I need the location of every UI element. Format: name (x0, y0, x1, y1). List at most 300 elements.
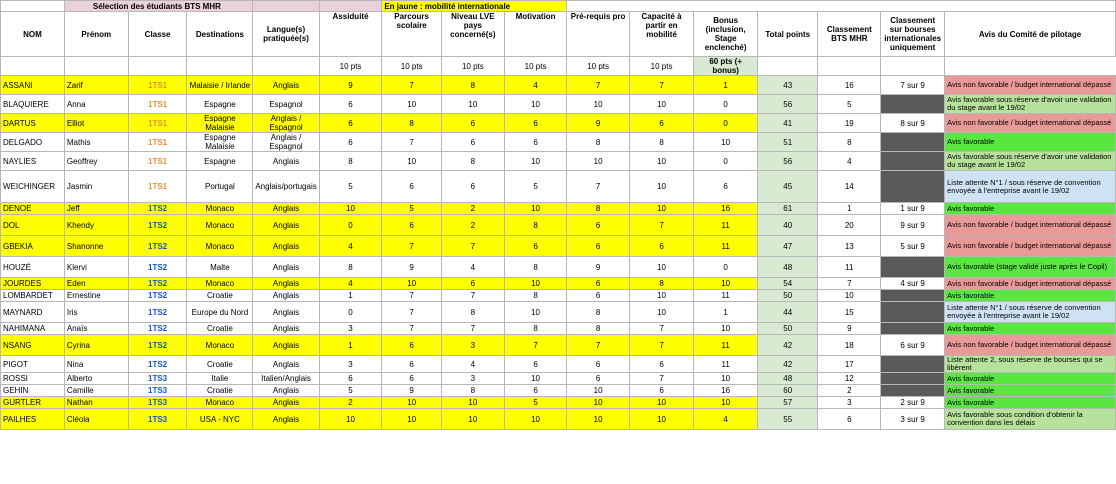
cell-score[interactable]: 8 (441, 76, 504, 95)
cell-classement[interactable]: 3 (818, 397, 881, 409)
cell-score[interactable]: 8 (504, 290, 567, 302)
table-row[interactable] (1, 323, 1116, 335)
cell-classe[interactable]: 1TS2 (128, 257, 187, 278)
cell-destination[interactable]: Monaco (187, 215, 253, 236)
cell-score[interactable]: 7 (629, 215, 694, 236)
cell-nom[interactable]: BLAQUIERE (1, 95, 65, 114)
cell-bourse[interactable] (881, 95, 945, 114)
cell-langue[interactable]: Italien/Anglais (253, 373, 319, 385)
cell-score[interactable]: 0 (319, 215, 382, 236)
cell-destination[interactable]: USA - NYC (187, 409, 253, 430)
cell-langue[interactable]: Anglais / Espagnol (253, 133, 319, 152)
cell-score[interactable]: 6 (441, 133, 504, 152)
cell-avis[interactable]: Avis favorable (945, 203, 1116, 215)
cell-bourse[interactable] (881, 133, 945, 152)
cell-score[interactable]: 9 (319, 76, 382, 95)
column-header[interactable]: NOM (1, 12, 65, 57)
cell-bourse[interactable] (881, 290, 945, 302)
cell-score[interactable]: 6 (567, 356, 629, 373)
cell-nom[interactable]: NSANG (1, 335, 65, 356)
table-row[interactable] (1, 236, 1116, 257)
cell-score[interactable]: 5 (319, 385, 382, 397)
cell-score[interactable]: 7 (629, 323, 694, 335)
cell-score[interactable]: 6 (319, 133, 382, 152)
cell-score[interactable]: 1 (319, 335, 382, 356)
cell-destination[interactable]: Croatie (187, 356, 253, 373)
cell-bourse[interactable] (881, 323, 945, 335)
cell-prenom[interactable]: Geoffrey (64, 152, 128, 171)
cell-avis[interactable]: Liste attente N°1 / sous réserve de convention envoyée à l'entreprise avant le 19/02 (945, 171, 1116, 203)
cell-classe[interactable]: 1TS2 (128, 323, 187, 335)
cell-score[interactable]: 10 (441, 95, 504, 114)
legend-yellow[interactable]: En jaune : mobilité internationale (382, 1, 567, 12)
cell-bourse[interactable]: 5 sur 9 (881, 236, 945, 257)
cell-bourse[interactable] (881, 152, 945, 171)
sheet-title[interactable]: Sélection des étudiants BTS MHR (64, 1, 252, 12)
cell-score[interactable]: 8 (319, 152, 382, 171)
cell-score[interactable]: 6 (319, 373, 382, 385)
cell-avis[interactable]: Avis favorable sous réserve d'avoir une validation du stage avant le 19/02 (945, 152, 1116, 171)
cell-avis[interactable]: Avis non favorable / budget international dépassé (945, 335, 1116, 356)
cell-score[interactable]: 16 (694, 385, 758, 397)
cell-score[interactable]: 7 (441, 236, 504, 257)
cell-score[interactable]: 5 (504, 397, 567, 409)
cell-classe[interactable]: 1TS3 (128, 385, 187, 397)
cell-nom[interactable]: ROSSI (1, 373, 65, 385)
cell-avis[interactable]: Avis favorable (945, 133, 1116, 152)
table-row[interactable] (1, 215, 1116, 236)
cell-total[interactable]: 61 (758, 203, 818, 215)
cell-score[interactable]: 10 (694, 323, 758, 335)
cell-score[interactable]: 6 (504, 236, 567, 257)
cell-score[interactable]: 7 (382, 302, 442, 323)
cell-classement[interactable]: 8 (818, 133, 881, 152)
cell-avis[interactable]: Avis non favorable / budget international dépassé (945, 278, 1116, 290)
cell-score[interactable]: 8 (629, 133, 694, 152)
cell-score[interactable]: 10 (567, 409, 629, 430)
points-empty-cell[interactable] (1, 57, 65, 76)
column-header[interactable]: Capacité à partir en mobilité (629, 12, 694, 57)
cell-langue[interactable]: Anglais (253, 278, 319, 290)
column-header[interactable]: Niveau LVE pays concerné(s) (441, 12, 504, 57)
cell-destination[interactable]: Italie (187, 373, 253, 385)
cell-total[interactable]: 51 (758, 133, 818, 152)
cell-score[interactable]: 10 (504, 203, 567, 215)
column-header[interactable]: Prénom (64, 12, 128, 57)
table-row[interactable] (1, 397, 1116, 409)
cell-classe[interactable]: 1TS2 (128, 278, 187, 290)
cell-classement[interactable]: 16 (818, 76, 881, 95)
cell-score[interactable]: 6 (382, 335, 442, 356)
cell-nom[interactable]: MAYNARD (1, 302, 65, 323)
cell-avis[interactable]: Avis favorable (945, 323, 1116, 335)
cell-nom[interactable]: DENOE (1, 203, 65, 215)
cell-total[interactable]: 60 (758, 385, 818, 397)
cell-score[interactable]: 8 (319, 257, 382, 278)
cell-langue[interactable]: Anglais/portugais (253, 171, 319, 203)
cell-total[interactable]: 56 (758, 152, 818, 171)
cell-langue[interactable]: Anglais (253, 152, 319, 171)
column-header[interactable]: Classe (128, 12, 187, 57)
cell-prenom[interactable]: Anna (64, 95, 128, 114)
cell-score[interactable]: 10 (504, 302, 567, 323)
cell-total[interactable]: 41 (758, 114, 818, 133)
cell-score[interactable]: 6 (319, 114, 382, 133)
cell-langue[interactable]: Anglais (253, 302, 319, 323)
cell-prenom[interactable]: Alberto (64, 373, 128, 385)
cell-score[interactable]: 3 (441, 335, 504, 356)
cell-avis[interactable]: Avis favorable (945, 385, 1116, 397)
cell-classement[interactable]: 13 (818, 236, 881, 257)
points-empty-cell[interactable] (253, 57, 319, 76)
cell-bourse[interactable]: 2 sur 9 (881, 397, 945, 409)
cell-langue[interactable]: Anglais (253, 203, 319, 215)
cell-langue[interactable]: Anglais (253, 335, 319, 356)
cell-score[interactable]: 6 (319, 95, 382, 114)
cell-score[interactable]: 10 (319, 203, 382, 215)
cell-avis[interactable]: Avis non favorable / budget international dépassé (945, 76, 1116, 95)
cell-score[interactable]: 0 (694, 152, 758, 171)
cell-total[interactable]: 42 (758, 356, 818, 373)
cell-prenom[interactable]: Mathis (64, 133, 128, 152)
cell-score[interactable]: 9 (382, 385, 442, 397)
cell-nom[interactable]: HOUZÉ (1, 257, 65, 278)
table-row[interactable] (1, 385, 1116, 397)
cell-destination[interactable]: Espagne Malaisie (187, 133, 253, 152)
cell-score[interactable]: 6 (567, 278, 629, 290)
cell-score[interactable]: 7 (504, 335, 567, 356)
column-header[interactable]: Destinations (187, 12, 253, 57)
cell-score[interactable]: 6 (504, 356, 567, 373)
cell-prenom[interactable]: Cyrina (64, 335, 128, 356)
cell-score[interactable]: 10 (567, 385, 629, 397)
cell-nom[interactable]: LOMBARDET (1, 290, 65, 302)
cell-bourse[interactable] (881, 373, 945, 385)
cell-classement[interactable]: 11 (818, 257, 881, 278)
cell-langue[interactable]: Anglais (253, 397, 319, 409)
cell-score[interactable]: 10 (319, 409, 382, 430)
cell-j1[interactable] (567, 1, 1116, 12)
cell-score[interactable]: 7 (382, 323, 442, 335)
cell-bourse[interactable]: 9 sur 9 (881, 215, 945, 236)
table-row[interactable] (1, 257, 1116, 278)
cell-score[interactable]: 10 (504, 278, 567, 290)
cell-langue[interactable]: Anglais (253, 236, 319, 257)
cell-classe[interactable]: 1TS1 (128, 95, 187, 114)
cell-score[interactable]: 10 (504, 95, 567, 114)
column-header[interactable]: Pré-requis pro (567, 12, 629, 57)
cell-avis[interactable]: Avis favorable (945, 290, 1116, 302)
cell-score[interactable]: 11 (694, 335, 758, 356)
column-header[interactable]: Classement BTS MHR (818, 12, 881, 57)
cell-score[interactable]: 6 (504, 114, 567, 133)
cell-classement[interactable]: 15 (818, 302, 881, 323)
cell-classement[interactable]: 17 (818, 356, 881, 373)
cell-score[interactable]: 6 (629, 236, 694, 257)
cell-total[interactable]: 50 (758, 290, 818, 302)
cell-prenom[interactable]: Jasmin (64, 171, 128, 203)
cell-score[interactable]: 10 (694, 373, 758, 385)
cell-avis[interactable]: Avis favorable sous réserve d'avoir une validation du stage avant le 19/02 (945, 95, 1116, 114)
cell-score[interactable]: 10 (382, 278, 442, 290)
cell-langue[interactable]: Anglais (253, 257, 319, 278)
cell-destination[interactable]: Monaco (187, 397, 253, 409)
table-row[interactable] (1, 171, 1116, 203)
cell-score[interactable]: 8 (441, 152, 504, 171)
cell-score[interactable]: 10 (567, 152, 629, 171)
cell-score[interactable]: 2 (441, 215, 504, 236)
cell-avis[interactable]: Avis non favorable / budget international dépassé (945, 215, 1116, 236)
column-header[interactable]: Langue(s) pratiquée(s) (253, 12, 319, 57)
cell-prenom[interactable]: Camille (64, 385, 128, 397)
cell-score[interactable]: 10 (504, 152, 567, 171)
cell-destination[interactable]: Espagne Malaisie (187, 114, 253, 133)
cell-score[interactable]: 0 (694, 95, 758, 114)
cell-f1[interactable] (319, 1, 382, 12)
points-cell[interactable]: 10 pts (382, 57, 442, 76)
cell-nom[interactable]: PAILHES (1, 409, 65, 430)
cell-nom[interactable]: DOL (1, 215, 65, 236)
cell-score[interactable]: 8 (567, 133, 629, 152)
cell-score[interactable]: 8 (504, 257, 567, 278)
cell-score[interactable]: 7 (382, 290, 442, 302)
cell-prenom[interactable]: Eden (64, 278, 128, 290)
table-row[interactable] (1, 114, 1116, 133)
cell-avis[interactable]: Avis favorable (945, 373, 1116, 385)
cell-total[interactable]: 44 (758, 302, 818, 323)
cell-classe[interactable]: 1TS1 (128, 114, 187, 133)
column-header[interactable]: Total points (758, 12, 818, 57)
cell-classe[interactable]: 1TS2 (128, 335, 187, 356)
cell-score[interactable]: 10 (382, 409, 442, 430)
cell-destination[interactable]: Monaco (187, 335, 253, 356)
cell-score[interactable]: 0 (319, 302, 382, 323)
cell-score[interactable]: 6 (441, 114, 504, 133)
cell-total[interactable]: 48 (758, 373, 818, 385)
cell-score[interactable]: 6 (382, 356, 442, 373)
cell-nom[interactable]: ASSANI (1, 76, 65, 95)
cell-score[interactable]: 6 (629, 114, 694, 133)
cell-langue[interactable]: Anglais (253, 290, 319, 302)
cell-score[interactable]: 0 (694, 114, 758, 133)
cell-score[interactable]: 8 (504, 215, 567, 236)
cell-score[interactable]: 10 (382, 152, 442, 171)
cell-classement[interactable]: 1 (818, 203, 881, 215)
cell-score[interactable]: 6 (567, 373, 629, 385)
cell-prenom[interactable]: Nina (64, 356, 128, 373)
cell-score[interactable]: 8 (382, 114, 442, 133)
table-row[interactable] (1, 278, 1116, 290)
cell-score[interactable]: 1 (319, 290, 382, 302)
cell-score[interactable]: 7 (441, 323, 504, 335)
cell-score[interactable]: 10 (504, 409, 567, 430)
cell-score[interactable]: 9 (382, 257, 442, 278)
cell-destination[interactable]: Monaco (187, 278, 253, 290)
cell-classement[interactable]: 14 (818, 171, 881, 203)
cell-score[interactable]: 7 (382, 236, 442, 257)
cell-destination[interactable]: Croatie (187, 385, 253, 397)
cell-classe[interactable]: 1TS2 (128, 203, 187, 215)
cell-score[interactable]: 10 (567, 95, 629, 114)
table-row[interactable] (1, 76, 1116, 95)
cell-score[interactable]: 3 (319, 356, 382, 373)
cell-total[interactable]: 55 (758, 409, 818, 430)
cell-destination[interactable]: Espagne (187, 95, 253, 114)
cell-bourse[interactable] (881, 356, 945, 373)
cell-total[interactable]: 56 (758, 95, 818, 114)
cell-avis[interactable]: Avis favorable (stage validé juste après le Copil) (945, 257, 1116, 278)
cell-avis[interactable]: Avis favorable (945, 397, 1116, 409)
cell-avis[interactable]: Avis non favorable / budget international dépassé (945, 114, 1116, 133)
cell-prenom[interactable]: Nathan (64, 397, 128, 409)
cell-classe[interactable]: 1TS1 (128, 152, 187, 171)
cell-score[interactable]: 10 (382, 95, 442, 114)
cell-nom[interactable]: WEICHINGER (1, 171, 65, 203)
cell-bourse[interactable]: 7 sur 9 (881, 76, 945, 95)
cell-score[interactable]: 6 (629, 385, 694, 397)
cell-score[interactable]: 8 (441, 302, 504, 323)
table-row[interactable] (1, 409, 1116, 430)
cell-score[interactable]: 5 (319, 171, 382, 203)
cell-nom[interactable]: JOURDES (1, 278, 65, 290)
cell-langue[interactable]: Anglais (253, 356, 319, 373)
cell-score[interactable]: 8 (504, 323, 567, 335)
cell-score[interactable]: 4 (319, 278, 382, 290)
cell-bourse[interactable]: 6 sur 9 (881, 335, 945, 356)
cell-score[interactable]: 6 (382, 215, 442, 236)
cell-classe[interactable]: 1TS2 (128, 290, 187, 302)
cell-score[interactable]: 7 (382, 133, 442, 152)
cell-prenom[interactable]: Shanonne (64, 236, 128, 257)
cell-avis[interactable]: Liste attente 2, sous réserve de bourses qui se libèrent (945, 356, 1116, 373)
points-empty-cell[interactable] (881, 57, 945, 76)
cell-score[interactable]: 8 (567, 302, 629, 323)
cell-destination[interactable]: Monaco (187, 203, 253, 215)
cell-total[interactable]: 42 (758, 335, 818, 356)
cell-destination[interactable]: Malaisie / Irlande (187, 76, 253, 95)
cell-score[interactable]: 5 (382, 203, 442, 215)
cell-score[interactable]: 6 (629, 356, 694, 373)
cell-destination[interactable]: Croatie (187, 290, 253, 302)
cell-score[interactable]: 6 (441, 278, 504, 290)
column-header[interactable]: Classement sur bourses internationales uniquement (881, 12, 945, 57)
cell-nom[interactable]: NAHIMANA (1, 323, 65, 335)
cell-total[interactable]: 40 (758, 215, 818, 236)
cell-score[interactable]: 8 (441, 385, 504, 397)
cell-score[interactable]: 6 (567, 290, 629, 302)
cell-score[interactable]: 10 (629, 257, 694, 278)
points-cell[interactable]: 10 pts (319, 57, 382, 76)
table-row[interactable] (1, 203, 1116, 215)
cell-prenom[interactable]: Jeff (64, 203, 128, 215)
cell-score[interactable]: 6 (504, 133, 567, 152)
cell-score[interactable]: 10 (629, 409, 694, 430)
points-cell[interactable]: 10 pts (567, 57, 629, 76)
cell-nom[interactable]: GBEKIA (1, 236, 65, 257)
cell-nom[interactable]: GURTLER (1, 397, 65, 409)
cell-classement[interactable]: 10 (818, 290, 881, 302)
cell-total[interactable]: 50 (758, 323, 818, 335)
cell-score[interactable]: 9 (567, 257, 629, 278)
cell-score[interactable]: 3 (441, 373, 504, 385)
cell-score[interactable]: 7 (382, 76, 442, 95)
cell-total[interactable]: 45 (758, 171, 818, 203)
cell-classe[interactable]: 1TS3 (128, 373, 187, 385)
table-row[interactable] (1, 152, 1116, 171)
cell-classement[interactable]: 7 (818, 278, 881, 290)
cell-score[interactable]: 8 (629, 278, 694, 290)
cell-a1[interactable] (1, 1, 65, 12)
cell-score[interactable]: 4 (504, 76, 567, 95)
cell-score[interactable]: 1 (694, 76, 758, 95)
table-row[interactable] (1, 335, 1116, 356)
cell-prenom[interactable]: Cléola (64, 409, 128, 430)
points-cell[interactable]: 10 pts (504, 57, 567, 76)
cell-score[interactable]: 7 (567, 76, 629, 95)
cell-score[interactable]: 7 (629, 373, 694, 385)
cell-prenom[interactable]: Klervi (64, 257, 128, 278)
column-header[interactable]: Bonus (inclusion, Stage enclenché) (694, 12, 758, 57)
cell-destination[interactable]: Monaco (187, 236, 253, 257)
cell-destination[interactable]: Croatie (187, 323, 253, 335)
table-row[interactable] (1, 133, 1116, 152)
cell-classement[interactable]: 9 (818, 323, 881, 335)
cell-score[interactable]: 7 (567, 171, 629, 203)
cell-classement[interactable]: 12 (818, 373, 881, 385)
cell-prenom[interactable]: Elliot (64, 114, 128, 133)
column-header[interactable]: Parcours scolaire (382, 12, 442, 57)
cell-avis[interactable]: Liste attente N°1 / sous réserve de convention envoyée à l'entreprise avant le 19/02 (945, 302, 1116, 323)
cell-e1[interactable] (253, 1, 319, 12)
cell-score[interactable]: 6 (694, 171, 758, 203)
cell-score[interactable]: 10 (629, 302, 694, 323)
cell-classement[interactable]: 20 (818, 215, 881, 236)
cell-classe[interactable]: 1TS2 (128, 236, 187, 257)
cell-score[interactable]: 11 (694, 215, 758, 236)
cell-score[interactable]: 6 (441, 171, 504, 203)
cell-bourse[interactable] (881, 302, 945, 323)
cell-score[interactable]: 4 (441, 356, 504, 373)
cell-langue[interactable]: Anglais (253, 215, 319, 236)
cell-score[interactable]: 6 (382, 373, 442, 385)
cell-score[interactable]: 3 (319, 323, 382, 335)
cell-score[interactable]: 10 (694, 133, 758, 152)
points-cell[interactable]: 60 pts (+ bonus) (694, 57, 758, 76)
cell-score[interactable]: 10 (441, 409, 504, 430)
cell-bourse[interactable] (881, 171, 945, 203)
cell-bourse[interactable]: 1 sur 9 (881, 203, 945, 215)
cell-score[interactable]: 0 (694, 257, 758, 278)
cell-avis[interactable]: Avis non favorable / budget international dépassé (945, 236, 1116, 257)
cell-classe[interactable]: 1TS3 (128, 409, 187, 430)
cell-score[interactable]: 7 (441, 290, 504, 302)
cell-bourse[interactable]: 4 sur 9 (881, 278, 945, 290)
cell-classement[interactable]: 4 (818, 152, 881, 171)
table-row[interactable] (1, 356, 1116, 373)
cell-score[interactable]: 10 (504, 373, 567, 385)
cell-prenom[interactable]: Anaïs (64, 323, 128, 335)
cell-score[interactable]: 2 (319, 397, 382, 409)
cell-nom[interactable]: DELGADO (1, 133, 65, 152)
cell-classe[interactable]: 1TS2 (128, 302, 187, 323)
points-empty-cell[interactable] (818, 57, 881, 76)
cell-classe[interactable]: 1TS1 (128, 171, 187, 203)
cell-bourse[interactable]: 3 sur 9 (881, 409, 945, 430)
points-empty-cell[interactable] (64, 57, 128, 76)
cell-score[interactable]: 10 (629, 152, 694, 171)
cell-score[interactable]: 6 (567, 215, 629, 236)
cell-score[interactable]: 16 (694, 203, 758, 215)
